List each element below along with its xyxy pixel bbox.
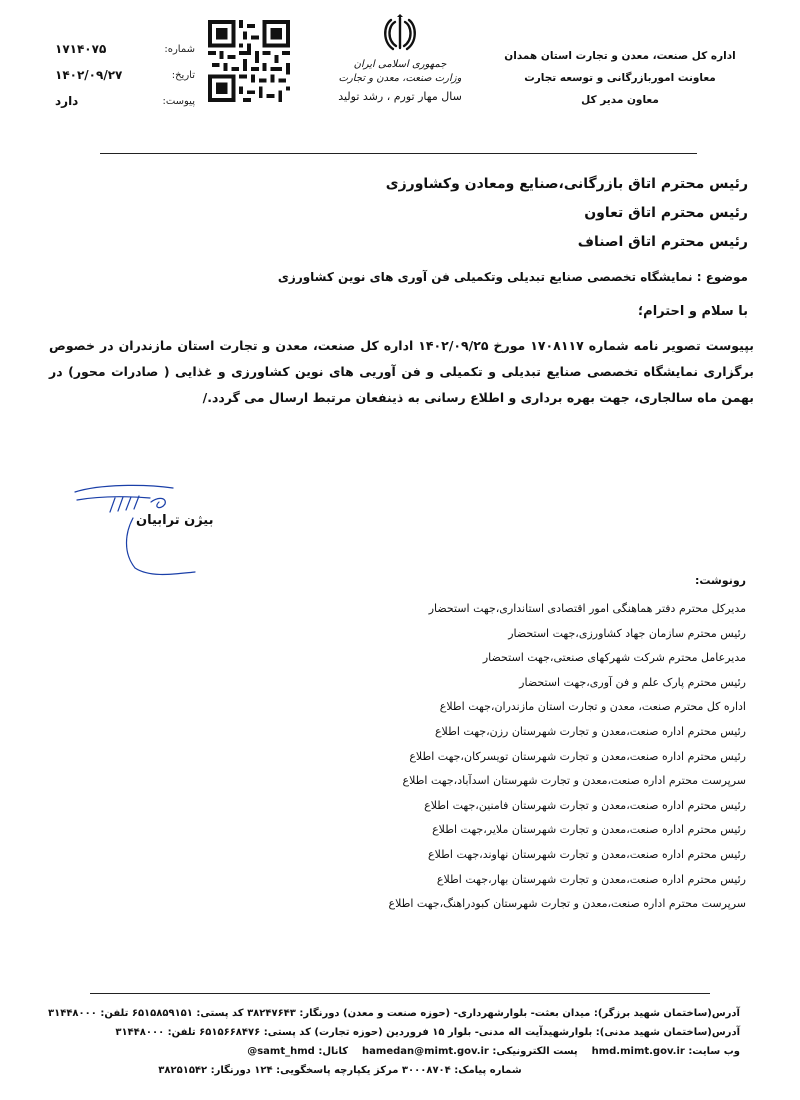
emblem-ministry-text: وزارت صنعت، معدن و تجارت: [338, 73, 462, 84]
recipient-line: رئیس محترم اتاق اصناف: [577, 234, 748, 250]
cc-item: رئیس محترم پارک علم و فن آوری،جهت استحضار: [519, 675, 746, 689]
recipient-line: رئیس محترم اتاق تعاون: [584, 205, 748, 221]
recipients: [328, 170, 748, 257]
date-value: ۱۴۰۲/۰۹/۲۷: [55, 68, 123, 82]
recipient-line: رئیس محترم اتاق بازرگانی،صنایع ومعادن وکشاورزی: [385, 176, 748, 192]
footer: [48, 1004, 740, 1080]
channel-link[interactable]: @samt_hmd: [247, 1046, 315, 1057]
signer-name: بیژن ترابیان: [136, 513, 214, 528]
cc-title: رونوشت:: [694, 574, 746, 587]
number-label: شماره:: [164, 43, 195, 55]
website-link[interactable]: hmd.mimt.gov.ir: [591, 1046, 685, 1057]
cc-item: رئیس محترم اداره صنعت،معدن و تجارت شهرستان فامنین،جهت اطلاع: [424, 798, 746, 812]
footer-contact: شماره پیامک: ۳۰۰۰۸۷۰۴ مرکز یکپارچه پاسخگویی: ۱۲۴ دورنگار: ۳۸۲۵۱۵۴۲: [158, 1065, 522, 1076]
cc-item: اداره کل محترم صنعت، معدن و تجارت استان مازندران،جهت اطلاع: [439, 700, 746, 714]
org-line: معاون مدیر کل: [581, 94, 659, 106]
cc-item: رئیس محترم اداره صنعت،معدن و تجارت شهرستان ملایر،جهت اطلاع: [432, 823, 746, 837]
cc-item: مدیرعامل محترم شرکت شهرکهای صنعتی،جهت استحضار: [482, 651, 746, 665]
email-label: پست الکترونیکی:: [492, 1046, 578, 1057]
org-line: معاونت اموربازرگانی و توسعه تجارت: [524, 72, 716, 84]
attachment-row: [55, 88, 195, 114]
emblem-country-text: جمهوری اسلامی ایران: [353, 59, 447, 70]
date-label: تاریخ:: [171, 69, 195, 81]
number-row: [55, 36, 195, 62]
org-line: اداره کل صنعت، معدن و تجارت استان همدان: [504, 50, 736, 62]
year-slogan: سال مهار تورم ، رشد تولید: [338, 90, 462, 103]
footer-online: [60, 1042, 740, 1061]
attachment-label: پیوست:: [162, 95, 195, 107]
number-value: ۱۷۱۴۰۷۵: [55, 42, 107, 56]
website-label: وب سایت:: [688, 1046, 740, 1057]
organization-header: [490, 45, 750, 111]
cc-item: رئیس محترم اداره صنعت،معدن و تجارت شهرستان نهاوند،جهت اطلاع: [428, 847, 746, 861]
header-divider: [100, 153, 697, 154]
footer-address-2: آدرس(ساختمان شهید مدنی): بلوارشهیدآیت اله مدنی- بلوار ۱۵ فروردین (حوزه تجارت) کد پستی: ۶۵۱۵۶۶۸۴۷۶ تلفن: ۳۱۴۴۸۰۰۰: [115, 1027, 740, 1038]
cc-item: سرپرست محترم اداره صنعت،معدن و تجارت شهرستان کبودراهنگ،جهت اطلاع: [388, 897, 746, 911]
cc-item: سرپرست محترم اداره صنعت،معدن و تجارت شهرستان اسدآباد،جهت اطلاع: [402, 774, 746, 788]
channel-label: کانال:: [318, 1046, 349, 1057]
letter-meta: [55, 36, 195, 114]
cc-item: رئیس محترم سازمان جهاد کشاورزی،جهت استحضار: [508, 626, 746, 640]
iran-emblem-icon: [382, 14, 418, 54]
footer-address-1: آدرس(ساختمان شهید برزگر): میدان بعثت- بلوارشهرداری- (حوزه صنعت و معدن) دورنگار: ۳۸۲۴۷۶۴۳ کد پستی: ۶۵۱۵۸۵۹۱۵۱ تلفن: ۳۱۴۴۸۰۰۰: [48, 1008, 740, 1019]
handwritten-signature-icon: [55, 478, 205, 588]
footer-divider: [90, 993, 710, 994]
qr-code-icon: [208, 20, 290, 102]
date-row: [55, 62, 195, 88]
email-link[interactable]: hamedan@mimt.gov.ir: [362, 1046, 489, 1057]
cc-item: مدیرکل محترم دفتر هماهنگی امور اقتصادی استانداری،جهت استحضار: [428, 602, 746, 615]
letter-body: بپیوست تصویر نامه شماره ۱۷۰۸۱۱۷ مورخ ۱۴۰۲/۰۹/۲۵ اداره کل صنعت، معدن و تجارت استان مازندران در خصوص برگزاری نمایشگاه تخصصی صنایع تبدیلی و تکمیلی و فن آوریی های نوین کشاورزی و غذایی ( صادرات محور) در بهمن ماه سالجاری، جهت بهره برداری و اطلاع رسانی به ذینفعان مرتبط ارسال می گردد./: [49, 338, 754, 405]
cc-item: رئیس محترم اداره صنعت،معدن و تجارت شهرستان رزن،جهت اطلاع: [434, 724, 746, 738]
emblem-block: [330, 14, 470, 103]
subject-line: موضوع : نمایشگاه تخصصی صنایع تبدیلی وتکمیلی فن آوری های نوین کشاورزی: [277, 270, 748, 284]
cc-item: رئیس محترم اداره صنعت،معدن و تجارت شهرستان تویسرکان،جهت اطلاع: [409, 749, 746, 763]
salutation: با سلام و احترام؛: [637, 304, 748, 319]
cc-item: رئیس محترم اداره صنعت،معدن و تجارت شهرستان بهار،جهت اطلاع: [436, 872, 746, 886]
attachment-value: دارد: [55, 94, 79, 108]
cc-list: [296, 597, 746, 917]
